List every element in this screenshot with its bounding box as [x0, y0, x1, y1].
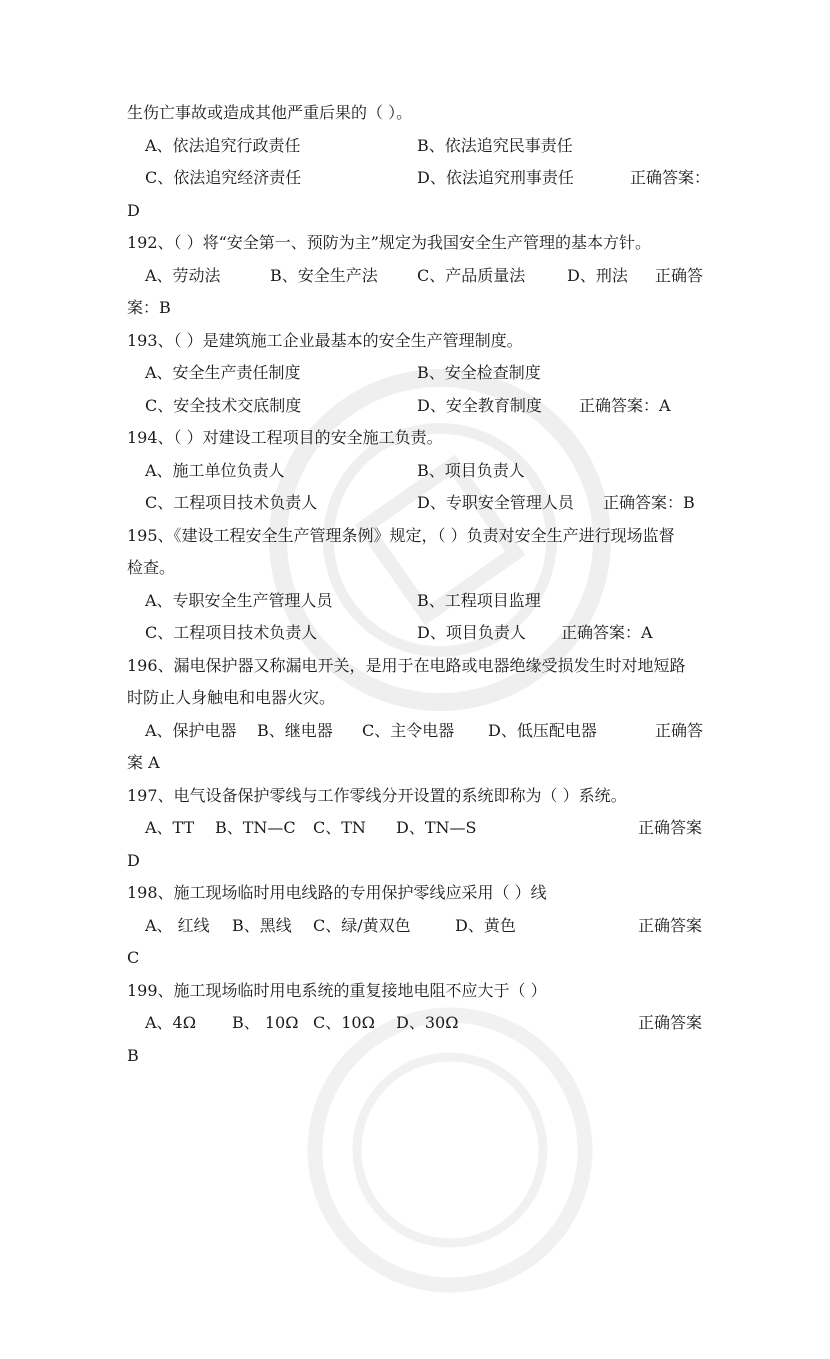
question-text: 生伤亡事故或造成其他严重后果的（ ）。	[127, 103, 413, 122]
option-a: A、4Ω	[145, 1013, 197, 1032]
option-c: C、TN	[313, 818, 366, 837]
option-a: A、劳动法	[145, 266, 221, 285]
question-text: 194、（ ）对建设工程项目的安全施工负责。	[127, 428, 443, 447]
answer-label: 正确答	[655, 721, 704, 740]
option-a: A、专职安全生产管理人员	[145, 591, 333, 610]
answer-label: 正确答案	[638, 818, 703, 837]
option-a: A、保护电器	[145, 721, 237, 740]
question-text: 时防止人身触电和电器火灾。	[127, 688, 336, 707]
option-c: C、安全技术交底制度	[145, 396, 302, 415]
option-b: B、项目负责人	[417, 461, 525, 480]
option-a: A、TT	[145, 818, 195, 837]
option-a: A、施工单位负责人	[145, 461, 285, 480]
option-b: B、继电器	[257, 721, 333, 740]
answer-label: 正确答	[655, 266, 704, 285]
answer-label: 正确答案：	[630, 168, 711, 187]
option-c: C、10Ω	[313, 1013, 375, 1032]
option-b: B、工程项目监理	[417, 591, 541, 610]
answer-text: 正确答案：B	[603, 493, 695, 512]
answer-value: 案 A	[127, 753, 160, 772]
option-b: B、安全生产法	[270, 266, 378, 285]
question-text: 检查。	[127, 558, 176, 577]
option-d: D、黄色	[455, 916, 516, 935]
option-d: D、30Ω	[396, 1013, 459, 1032]
answer-label: 正确答案	[638, 1013, 703, 1032]
option-c: C、主令电器	[362, 721, 455, 740]
question-text: 195、《建设工程安全生产管理条例》规定，（ ）负责对安全生产进行现场监督	[127, 526, 675, 545]
option-b: B、依法追究民事责任	[417, 136, 573, 155]
option-c: C、工程项目技术负责人	[145, 493, 318, 512]
option-c: C、依法追究经济责任	[145, 168, 302, 187]
option-d: D、刑法	[567, 266, 628, 285]
option-d: D、低压配电器	[488, 721, 597, 740]
watermark-stamp-icon	[241, 941, 659, 1359]
question-text: 199、施工现场临时用电系统的重复接地电阻不应大于（ ）	[127, 981, 547, 1000]
option-b: B、 10Ω	[232, 1013, 299, 1032]
answer-value: B	[127, 1046, 139, 1065]
option-d: D、依法追究刑事责任	[417, 168, 574, 187]
option-a: A、安全生产责任制度	[145, 363, 301, 382]
answer-value: C	[127, 948, 140, 967]
option-a: A、 红线	[145, 916, 210, 935]
option-c: C、工程项目技术负责人	[145, 623, 318, 642]
option-b: B、黑线	[232, 916, 292, 935]
option-c: C、产品质量法	[417, 266, 526, 285]
question-text: 192、（ ）将“安全第一、预防为主”规定为我国安全生产管理的基本方针。	[127, 233, 651, 252]
answer-text: 正确答案：A	[579, 396, 671, 415]
question-text: 193、（ ）是建筑施工企业最基本的安全生产管理制度。	[127, 331, 523, 350]
option-a: A、依法追究行政责任	[145, 136, 301, 155]
option-b: B、TN—C	[215, 818, 296, 837]
option-d: D、安全教育制度	[417, 396, 542, 415]
option-d: D、TN—S	[396, 818, 477, 837]
answer-value: D	[127, 851, 140, 870]
question-text: 196、漏电保护器又称漏电开关，是用于在电路或电器绝缘受损发生时对地短路	[127, 656, 686, 675]
answer-value: D	[127, 201, 140, 220]
answer-label: 正确答案	[638, 916, 703, 935]
answer-text: 正确答案：A	[561, 623, 653, 642]
option-c: C、绿/黄双色	[313, 916, 411, 935]
question-text: 198、施工现场临时用电线路的专用保护零线应采用（ ）线	[127, 883, 547, 902]
answer-value: 案：B	[127, 298, 171, 317]
question-text: 197、电气设备保护零线与工作零线分开设置的系统即称为（ ）系统。	[127, 786, 627, 805]
option-b: B、安全检查制度	[417, 363, 541, 382]
option-d: D、专职安全管理人员	[417, 493, 574, 512]
option-d: D、项目负责人	[417, 623, 526, 642]
